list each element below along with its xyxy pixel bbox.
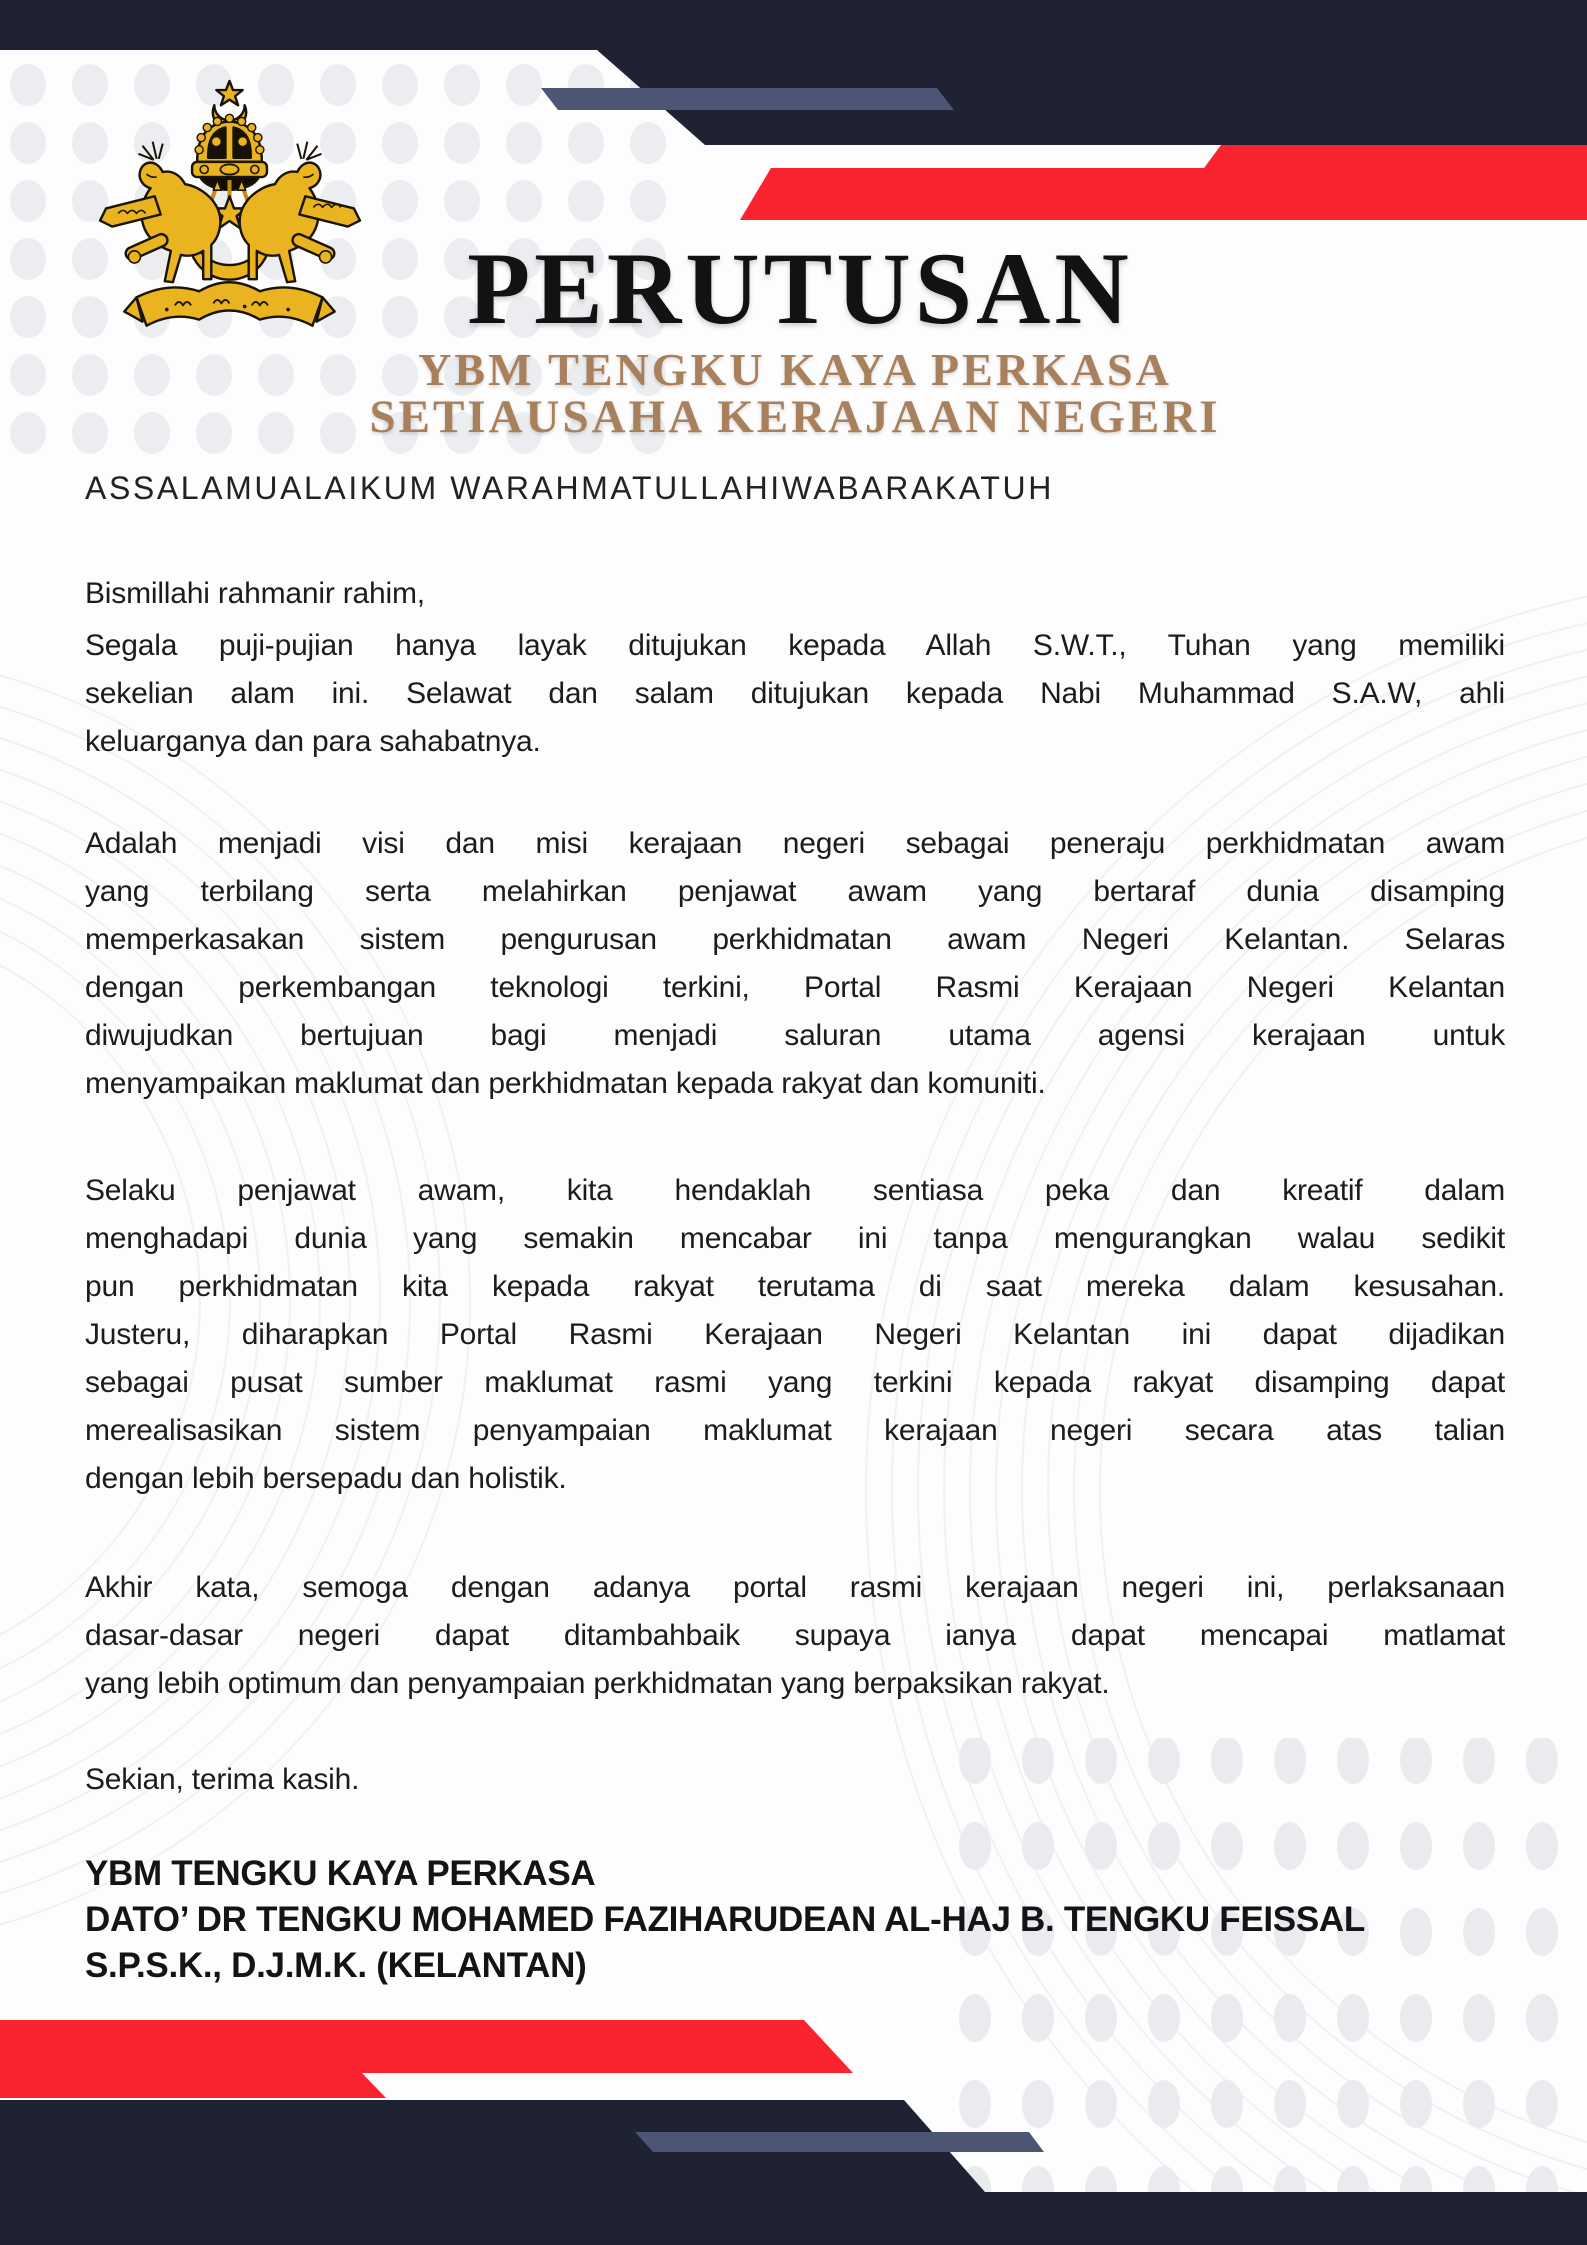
signature-block bbox=[85, 1851, 1505, 1989]
text-line: Segala puji-pujian hanya layak ditujukan kepada Allah S.W.T., Tuhan yang memiliki bbox=[85, 629, 1505, 662]
text-line: Justeru, diharapkan Portal Rasmi Kerajaan Negeri Kelantan ini dapat dijadikan bbox=[85, 1318, 1505, 1351]
text-line: DATO’ DR TENGKU MOHAMED FAZIHARUDEAN AL-HAJ B. TENGKU FEISSAL bbox=[85, 1900, 1365, 1939]
text-line: dengan perkembangan teknologi terkini, Portal Rasmi Kerajaan Negeri Kelantan bbox=[85, 971, 1505, 1004]
text-line: Selaku penjawat awam, kita hendaklah sentiasa peka dan kreatif dalam bbox=[85, 1174, 1505, 1207]
text-line: Adalah menjadi visi dan misi kerajaan negeri sebagai peneraju perkhidmatan awam bbox=[85, 827, 1505, 860]
footer-slate-stripe bbox=[635, 2132, 1044, 2152]
salutation-line: ASSALAMUALAIKUM WARAHMATULLAHIWABARAKATUH bbox=[85, 470, 1054, 506]
text-line: yang lebih optimum dan penyampaian perkhidmatan yang berpaksikan rakyat. bbox=[85, 1667, 1110, 1700]
paragraph-3 bbox=[85, 1167, 1505, 1503]
closing-line: Sekian, terima kasih. bbox=[85, 1763, 360, 1796]
bismillah-line: Bismillahi rahmanir rahim, bbox=[85, 577, 425, 610]
subtitle-office: SETIAUSAHA KERAJAAN NEGERI bbox=[369, 391, 1221, 443]
text-line: menghadapi dunia yang semakin mencabar ini tanpa mengurangkan walau sedikit bbox=[85, 1222, 1505, 1255]
text-line: sekelian alam ini. Selawat dan salam ditujukan kepada Nabi Muhammad S.A.W, ahli bbox=[85, 677, 1505, 710]
page-title: PERUTUSAN bbox=[467, 232, 1133, 346]
text-line: dasar-dasar negeri dapat ditambahbaik supaya ianya dapat mencapai matlamat bbox=[85, 1619, 1505, 1652]
text-line: yang terbilang serta melahirkan penjawat awam yang bertaraf dunia disamping bbox=[85, 875, 1505, 908]
header-slate-stripe bbox=[541, 88, 954, 110]
text-line: merealisasikan sistem penyampaian maklumat kerajaan negeri secara atas talian bbox=[85, 1414, 1505, 1447]
text-line: S.P.S.K., D.J.M.K. (KELANTAN) bbox=[85, 1946, 587, 1985]
text-line: sebagai pusat sumber maklumat rasmi yang terkini kepada rakyat disamping dapat bbox=[85, 1366, 1505, 1399]
paragraph-1 bbox=[85, 622, 1505, 766]
footer-navy-band bbox=[0, 2100, 1587, 2245]
text-line: keluarganya dan para sahabatnya. bbox=[85, 725, 541, 758]
text-line: YBM TENGKU KAYA PERKASA bbox=[85, 1854, 596, 1893]
subtitle-name: YBM TENGKU KAYA PERKASA bbox=[418, 344, 1172, 395]
paragraph-2 bbox=[85, 820, 1505, 1108]
footer-red-band bbox=[0, 2020, 853, 2098]
text-line: menyampaikan maklumat dan perkhidmatan kepada rakyat dan komuniti. bbox=[85, 1067, 1046, 1100]
text-line: pun perkhidmatan kita kepada rakyat terutama di saat mereka dalam kesusahan. bbox=[85, 1270, 1505, 1303]
crown bbox=[192, 114, 267, 189]
text-line: memperkasakan sistem pengurusan perkhidmatan awam Negeri Kelantan. Selaras bbox=[85, 923, 1505, 956]
text-line: Akhir kata, semoga dengan adanya portal rasmi kerajaan negeri ini, perlaksanaan bbox=[85, 1571, 1505, 1604]
text-line: diwujudkan bertujuan bagi menjadi saluran utama agensi kerajaan untuk bbox=[85, 1019, 1505, 1052]
text-line: dengan lebih bersepadu dan holistik. bbox=[85, 1462, 567, 1495]
paragraph-4 bbox=[85, 1564, 1505, 1708]
header-red-band bbox=[740, 145, 1587, 220]
